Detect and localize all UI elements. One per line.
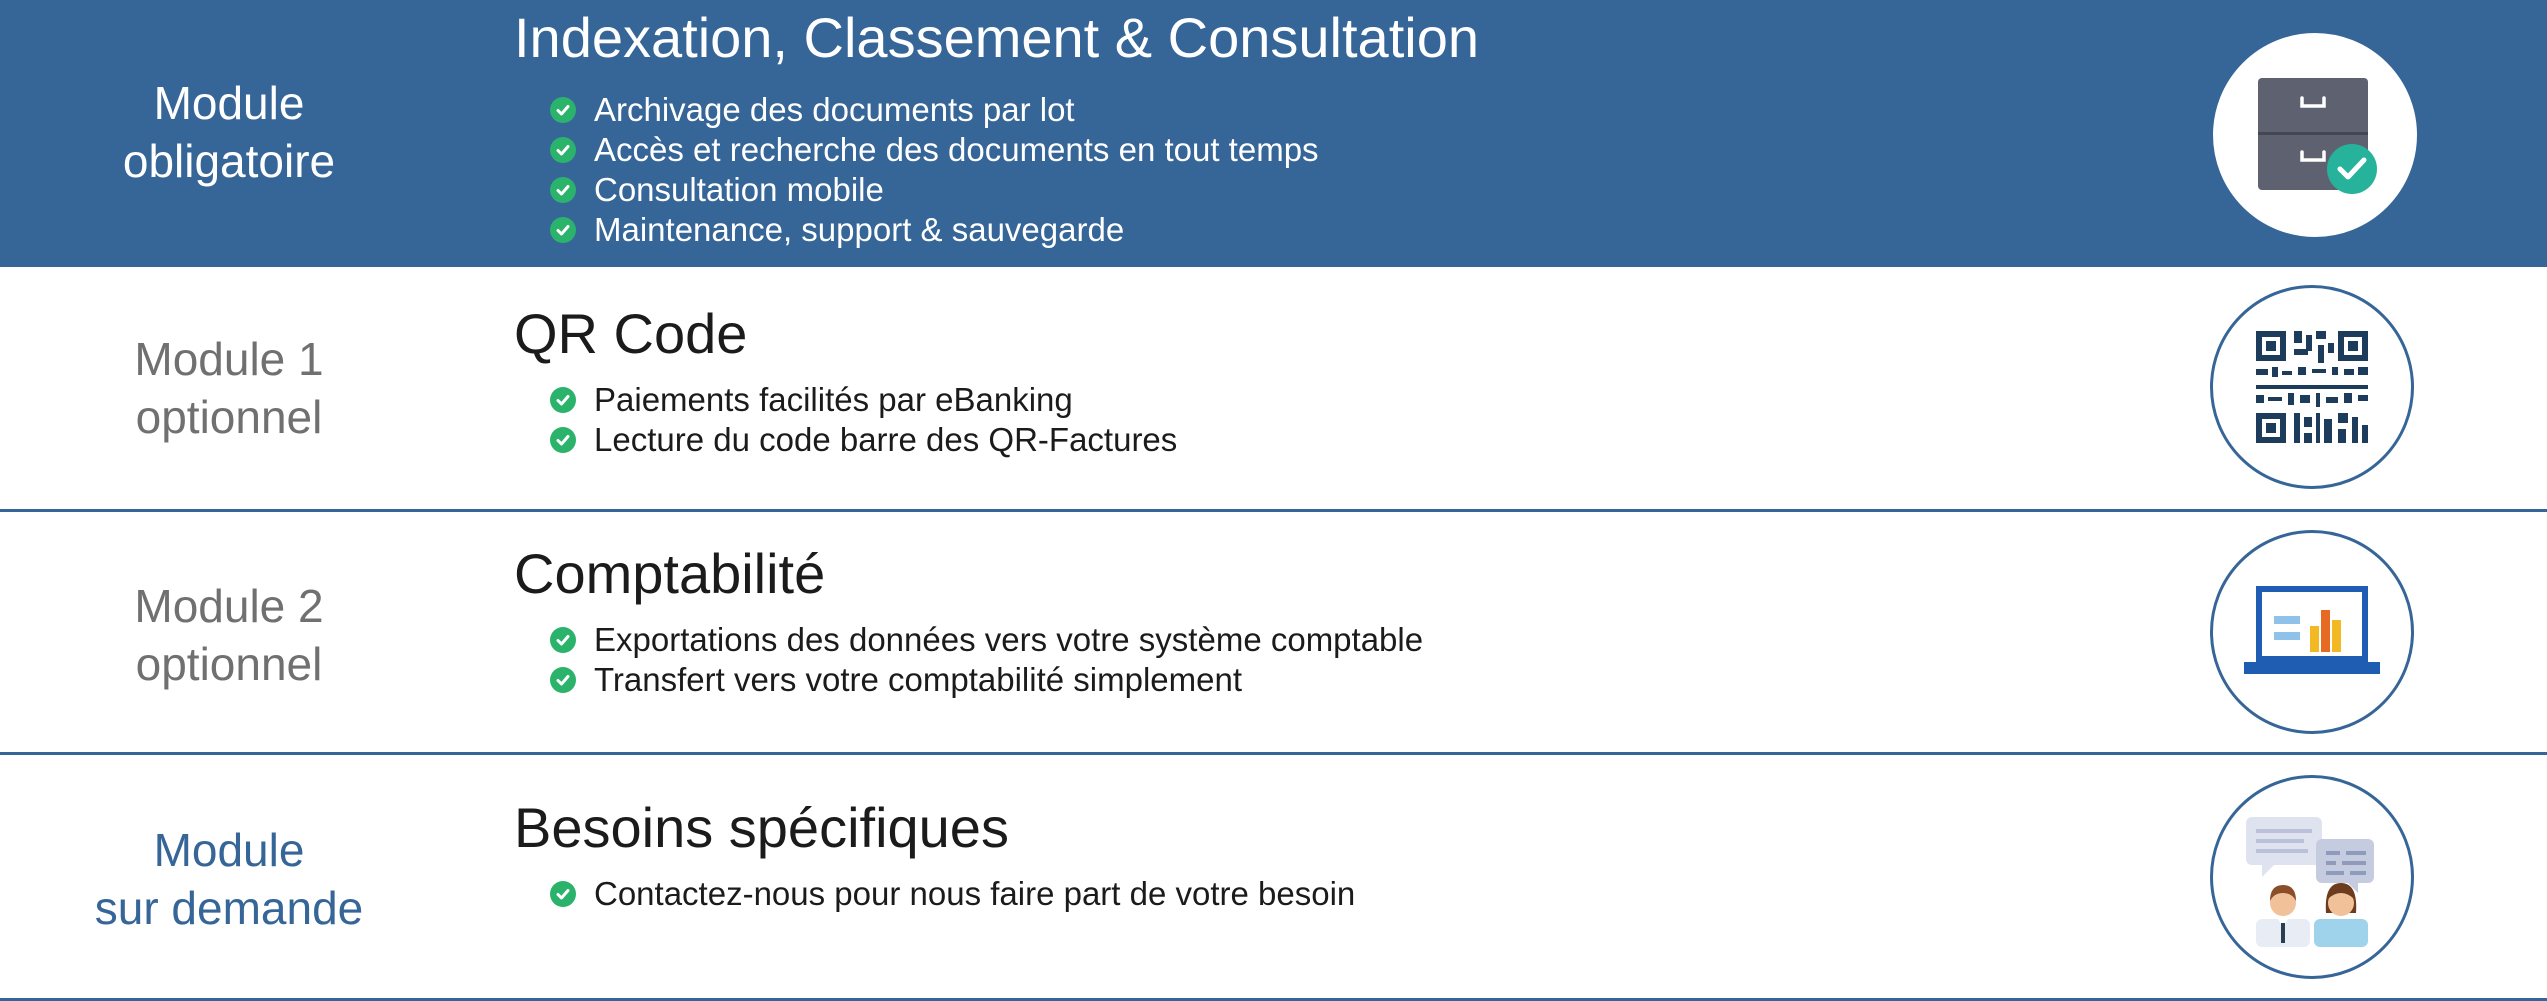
- module-label: Module 2 optionnel: [134, 580, 324, 690]
- feature-item: Paiements facilités par eBanking: [550, 380, 1177, 420]
- module-content: [514, 6, 1479, 250]
- check-icon: [550, 387, 576, 413]
- feature-item: Exportations des données vers votre système comptable: [550, 620, 1423, 660]
- feature-item: Maintenance, support & sauvegarde: [550, 210, 1479, 250]
- laptop-chart-icon: [2210, 530, 2414, 734]
- module-row-obligatoire: [0, 0, 2547, 267]
- module-content: [514, 542, 1423, 700]
- feature-list: [514, 90, 1479, 250]
- module-row-sur-demande: [0, 755, 2547, 1001]
- feature-list: [514, 874, 1355, 914]
- check-icon: [550, 217, 576, 243]
- filing-cabinet-check-icon: [2213, 33, 2417, 237]
- module-title: QR Code: [514, 302, 748, 365]
- module-title: Indexation, Classement & Consultation: [514, 6, 1479, 69]
- feature-list: [514, 380, 1177, 460]
- check-icon: [550, 137, 576, 163]
- people-chat-icon: [2210, 775, 2414, 979]
- check-icon: [550, 177, 576, 203]
- feature-item: Transfert vers votre comptabilité simplement: [550, 660, 1423, 700]
- check-icon: [550, 667, 576, 693]
- qr-code-icon: [2210, 285, 2414, 489]
- module-row-2-optionnel: [0, 512, 2547, 755]
- feature-list: [514, 620, 1423, 700]
- feature-item: Archivage des documents par lot: [550, 90, 1479, 130]
- module-label: Module obligatoire: [122, 77, 336, 187]
- module-label: Module 1 optionnel: [134, 333, 324, 443]
- feature-item: Accès et recherche des documents en tout temps: [550, 130, 1479, 170]
- check-icon: [550, 97, 576, 123]
- module-title: Besoins spécifiques: [514, 796, 1009, 859]
- module-label: Module sur demande: [94, 824, 364, 934]
- check-icon: [550, 627, 576, 653]
- feature-item: Lecture du code barre des QR-Factures: [550, 420, 1177, 460]
- feature-item: Consultation mobile: [550, 170, 1479, 210]
- check-icon: [550, 427, 576, 453]
- module-title: Comptabilité: [514, 542, 826, 605]
- module-content: [514, 302, 1177, 460]
- feature-item: Contactez-nous pour nous faire part de votre besoin: [550, 874, 1355, 914]
- check-icon: [550, 881, 576, 907]
- module-row-1-optionnel: [0, 267, 2547, 512]
- module-content: [514, 796, 1355, 914]
